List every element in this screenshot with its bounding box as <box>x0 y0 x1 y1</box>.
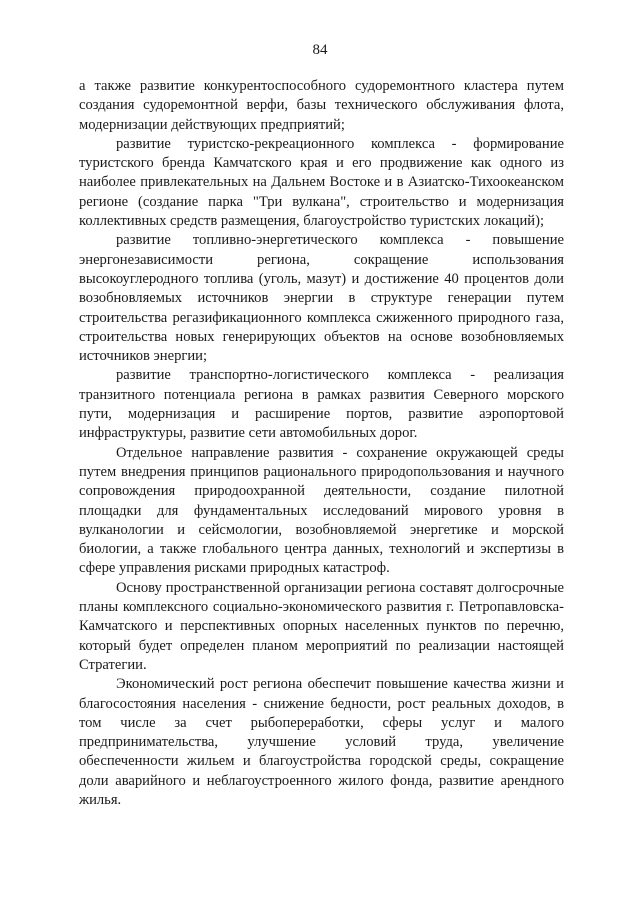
paragraph-energy: развитие топливно-энергетического комплекса - повышение энергонезависимости региона, сокращение использования высокоуглеродного топлива (уголь, мазут) и достижение 40 процентов доли возобновляемых источников энергии в структуре генерации путем строительства регазификационного комплекса сжиженного природного газа, строительства новых генерирующих объектов на основе возобновляемых источников энергии; <box>79 232 564 365</box>
document-body <box>79 77 564 810</box>
paragraph-spatial-organization: Основу пространственной организации региона составят долгосрочные планы комплексного социально-экономического развития г. Петропавловска-Камчатского и перспективных опорных населенных пунктов по перечню, который будет определен планом мероприятий по реализации настоящей Стратегии. <box>79 579 564 673</box>
paragraph-transport: развитие транспортно-логистического комплекса - реализация транзитного потенциала региона в рамках развития Северного морского пути, модернизация и расширение портов, развитие аэропортовой инфраструктуры, развитие сети автомобильных дорог. <box>79 367 564 442</box>
paragraph-tourism: развитие туристско-рекреационного комплекса - формирование туристского бренда Камчатского края и его продвижение как одного из наиболее привлекательных на Дальнем Востоке и в Азиатско-Тихоокеанском регионе (создание парка "Три вулкана", строительство и модернизация коллективных средств размещения, благоустройство туристских локаций); <box>79 135 564 230</box>
paragraph-economic-growth: Экономический рост региона обеспечит повышение качества жизни и благосостояния населения - снижение бедности, рост реальных доходов, в том числе за счет рыбопереработки, сферы услуг и малого предпринимательства, улучшение условий труда, увеличение обеспеченности жильем и благоустройства городской среды, сокращение доли аварийного и неблагоустроенного жилого фонда, развитие арендного жилья. <box>79 676 564 808</box>
page-number: 84 <box>312 42 328 58</box>
paragraph-shipyard-cluster: а также развитие конкурентоспособного судоремонтного кластера путем создания судоремонтной верфи, базы технического обслуживания флота, модернизации действующих предприятий; <box>79 78 564 133</box>
paragraph-environment: Отдельное направление развития - сохранение окружающей среды путем внедрения принципов рационального природопользования и научного сопровождения природоохранной деятельности, создание пилотной площадки для фундаментальных исследований мирового уровня в вулканологии и сейсмологии, возобновляемой энергетике и морской биологии, а также глобального центра данных, технологий и экспертизы в сфере управления рисками природных катастроф. <box>79 444 564 577</box>
